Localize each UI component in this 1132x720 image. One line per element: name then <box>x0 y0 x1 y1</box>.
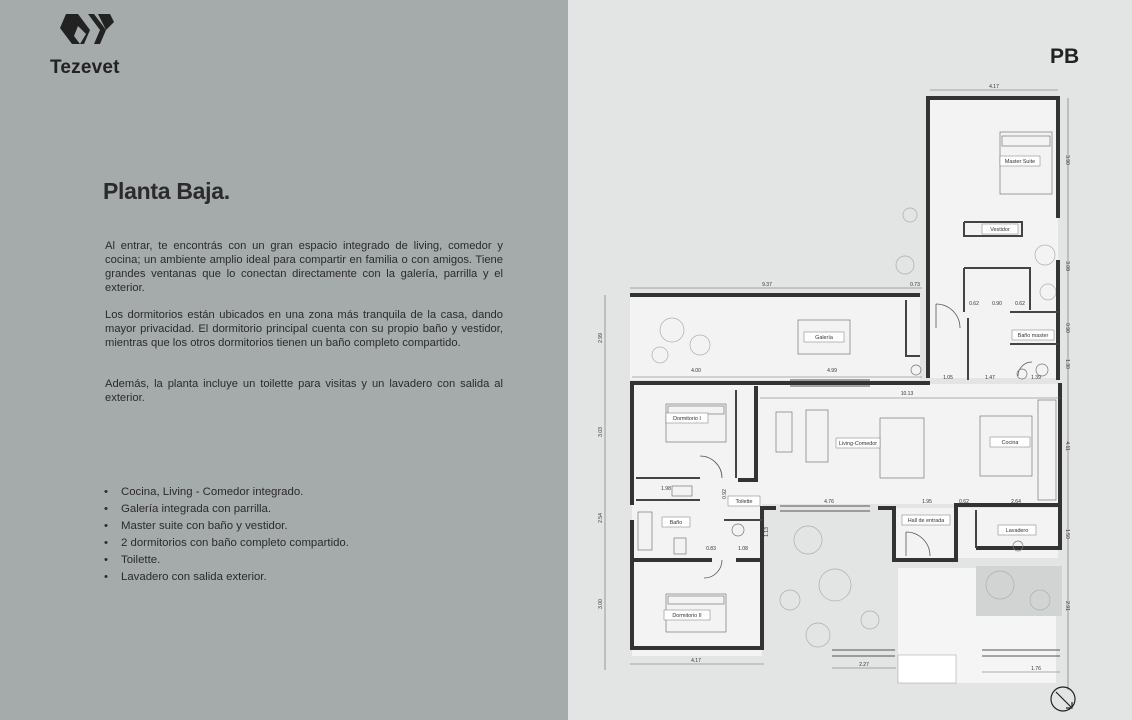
feature-item: • Cocina, Living - Comedor integrado. <box>104 484 349 501</box>
dim-label: 9.37 <box>762 282 772 288</box>
feature-list <box>104 484 349 586</box>
room-cocina: Cocina <box>1001 440 1019 446</box>
dim-label: 2.54 <box>598 513 604 523</box>
dim-label: 1.39 <box>1031 375 1041 381</box>
bullet-icon: • <box>104 537 108 549</box>
dim-label: 2.99 <box>598 333 604 343</box>
dim-label: 0.62 <box>1015 301 1025 307</box>
bullet-icon: • <box>104 571 108 583</box>
dim-label: 1.30 <box>1064 359 1070 369</box>
dim-label: 4.76 <box>824 499 834 505</box>
extras-paragraph: Además, la planta incluye un toilette para visitas y un lavadero con salida al exterior. <box>105 378 503 404</box>
dim-label: 0.62 <box>969 301 979 307</box>
dim-label: 0.90 <box>1064 323 1070 333</box>
dim-label: 3.03 <box>598 427 604 437</box>
room-hall: Hall de entrada <box>907 518 945 524</box>
dim-label: 3.00 <box>598 599 604 609</box>
room-vestidor: Vestidor <box>990 227 1010 233</box>
bullet-icon: • <box>104 503 108 515</box>
room-galeria: Galería <box>815 335 833 341</box>
room-bano-master: Baño master <box>1017 333 1049 339</box>
room-toilette: Toilette <box>735 499 753 505</box>
dim-label: 1.13 <box>764 527 770 537</box>
room-dormitorio-2: Dormitorio II <box>672 613 702 619</box>
dim-label: 1.50 <box>1064 529 1070 539</box>
dim-label: 1.76 <box>1031 666 1041 672</box>
dim-label: 1.47 <box>985 375 995 381</box>
room-dormitorio-1: Dormitorio I <box>673 416 701 422</box>
feature-item: • Galería integrada con parrilla. <box>104 501 349 518</box>
floor-plan <box>568 0 1132 720</box>
dim-label: 0.92 <box>722 489 728 499</box>
room-bano: Baño <box>669 520 683 526</box>
tezevet-logo-icon <box>56 12 116 46</box>
dim-label: 1.08 <box>738 546 748 552</box>
dim-label: 2.91 <box>1064 601 1070 611</box>
feature-item: • 2 dormitorios con baño completo compartido. <box>104 535 349 552</box>
dim-label: 0.62 <box>959 499 969 505</box>
north-arrow-icon <box>1051 687 1075 711</box>
dim-label: 1.95 <box>922 499 932 505</box>
dim-label: 3.08 <box>1064 261 1070 271</box>
dim-label: 1.98 <box>661 486 671 492</box>
bullet-icon: • <box>104 486 108 498</box>
dim-label: 4.11 <box>1064 441 1070 451</box>
dim-label: 4.99 <box>827 368 837 374</box>
feature-item: • Toilette. <box>104 552 349 569</box>
dim-label: 0.90 <box>992 301 1002 307</box>
room-living-comedor: Living-Comedor <box>838 441 878 447</box>
dim-label: 3.90 <box>1064 155 1070 165</box>
dim-label: 0.83 <box>706 546 716 552</box>
dim-label: 4.17 <box>691 658 701 664</box>
bullet-icon: • <box>104 554 108 566</box>
intro-paragraph: Al entrar, te encontrás con un gran espacio integrado de living, comedor y cocina; un ambiente amplio ideal para compartir en familia o con amigos. Tiene grandes ventanas que lo conectan directamente con la galería, parrilla y el exterior. <box>105 240 503 294</box>
dim-label: 10.13 <box>900 391 914 397</box>
plan-background <box>630 98 1062 683</box>
page-title: Planta Baja. <box>103 178 230 204</box>
dim-label: 2.64 <box>1011 499 1021 505</box>
room-lavadero: Lavadero <box>1005 528 1029 534</box>
dim-label: 4.00 <box>691 368 701 374</box>
dim-label: 4.17 <box>989 84 999 90</box>
dim-label: 1.05 <box>943 375 953 381</box>
feature-item: • Master suite con baño y vestidor. <box>104 518 349 535</box>
brand-name: Tezevet <box>50 57 120 78</box>
dim-label: 0.73 <box>910 282 920 288</box>
brand-logo <box>48 12 128 78</box>
room-master-suite: Master Suite <box>1004 159 1036 165</box>
feature-item: • Lavadero con salida exterior. <box>104 569 349 586</box>
bullet-icon: • <box>104 520 108 532</box>
bedrooms-paragraph: Los dormitorios están ubicados en una zona más tranquila de la casa, dando mayor privacidad. El dormitorio principal cuenta con su propio baño y vestidor, mientras que los otros dormitorios tienen un baño completo compartido. <box>105 309 503 349</box>
floor-level-label: PB <box>1050 45 1080 68</box>
dim-label: 2.27 <box>859 662 869 668</box>
